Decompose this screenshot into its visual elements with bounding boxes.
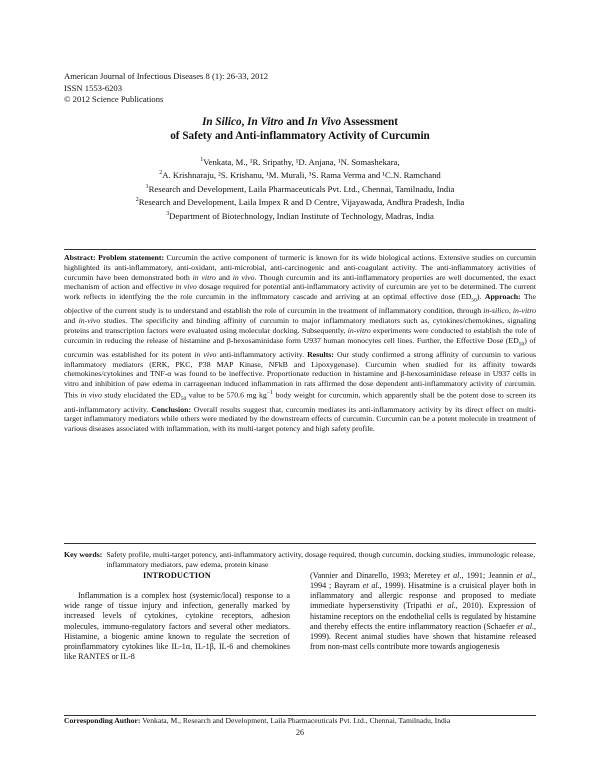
paper-title — [64, 115, 536, 143]
keywords-label: Key words: — [64, 550, 103, 559]
corresponding-author-label: Corresponding Author: — [64, 716, 141, 725]
abstract-bottom-rule — [64, 543, 536, 544]
journal-citation: American Journal of Infectious Diseases 8 (1): 26-33, 2012 — [64, 71, 269, 81]
page-number: 26 — [296, 728, 304, 737]
title-line-1: In Silico, In Vitro and In Vivo Assessment — [202, 116, 398, 128]
abstract-top-rule — [64, 249, 536, 250]
journal-header — [64, 71, 268, 106]
column-right — [310, 571, 536, 652]
results-label: Results: — [307, 349, 334, 359]
author-line-1: $^1$Venkata, M., ¹R. Sripathy, ¹D. Anjana, ¹N. Somashekara, — [200, 156, 400, 167]
author-block — [64, 155, 536, 222]
affiliation-2: $^2$Research and Development, Laila Impex R and D Centre, Vijayawada, Andhra Pradesh, India — [135, 197, 465, 208]
approach-label: Approach: — [484, 292, 521, 301]
journal-issn: ISSN 1553-6203 — [64, 82, 123, 93]
corresponding-author: Corresponding Author: Venkata, M., Research and Development, Laila Pharmaceuticals Pvt. Ltd., Chennai, Tamilnadu, India — [64, 716, 451, 725]
problem-statement-label: Abstract: Problem statement: — [64, 253, 165, 262]
author-line-2: $^2$A. Krishnaraju, ²S. Krishanu, ¹M. Murali, ³S. Rama Verma and ¹C.N. Ramchand — [159, 170, 441, 181]
affiliation-1: $^1$Research and Development, Laila Pharmaceuticals Pvt. Ltd., Chennai, Tamilnadu, India — [145, 183, 455, 194]
conclusion-label: Conclusion: — [151, 404, 192, 414]
introduction-heading: INTRODUCTION — [143, 571, 211, 580]
intro-paragraph-left: Inflammation is a complex host (systemic/local) response to a wide range of tissue injury and infection, generally marked by increased levels of cytokines, cytokine receptors, adhesion molecules, immuno-regulatory factors and several other mediators. Histamine, a biogenic amine known to regulate the secretion of proinflammatory cytokines like IL-1α, IL-1β, IL-6 and chemokines like RANTES or IL-8 — [64, 591, 290, 662]
abstract: Abstract: Problem statement: Curcumin the active component of turmeric is known for its wide biological actions. Extensive studies on curcumin highlighted its anti-inflammatory, anti-oxidant, anti-microbial, anti-carcinogenic and anti-coagulant activity. The anti-inflammatory activities of curcumin have been demonstrated both in vitro and in vivo. Though curcumin and its anti-inflammatory properties are well documented, the exact mechanism of action and effective in vivo dosage required for potential anti-inflammatory activity of curcumin are yet to be determined. The current work reflects in identfying the the role curcumin in the inflmmatory cascade and arriving at an optimal effective dose $(ED_{50})$. Approach: The objective of the current study is to understand and establish the role of curcumin in the treatment of inflammatory condition, through in-silico, in-vitro and in-vivo studies. The specificity and binding affinity of curcumin to major inflammatory mediators such as, cytokines/chemokines, signaling proteins and transcription factors were evaluated using molecular docking. Subsequently, in-vitro experiments were conducted to establish the role of curcumin in reducing the release of histamine and β-hexosaminidase form U937 human monocytes cell lines. Further, the Effective Dose $(ED_{50})$ of curcumin was established for its potent in vivo anti-inflammatory activity. Results: Our study confirmed a strong affinity of curcumin to various inflammatory mediators (ERK, PKC, P38 MAP Kinase, NFkB and Lipoxygenase). Curcumin when studied for its affinity towards chemokines/cytokines and TNF-α was found to be ineffective. Proportionate reduction in histamine and β-hexosaminidase release in U937 cells in vitro and inhibition of paw edema in carrageenan induced inflammation in rats affirmed the dose dependent anti-inflammatory activity of curcumin. This in vivo study elucidated the $ED_{50}$ value to be 570.6 mg $kg^{-1}$ body weight for curcumin, which apparently shall be the potent dose to screen its anti-inflammatory activity. Conclusion: Overall results suggest that, curcumin mediates its anti-inflammatory activity by its direct effect on multi-target inflammatory mediators while others were mediated by the downstream effects of curcumin. Curcumin can be a potent molecule in treatment of various diseases associated with inflammation, with its multi-target potency and high safety profile. — [64, 253, 537, 434]
column-left — [64, 571, 290, 662]
journal-copyright: © 2012 Science Publications — [64, 94, 164, 104]
keywords-text: Safety profile, multi-target potency, anti-inflammatory activity, dosage required, though curcumin, docking studies, immunologic release, inflammatory mediators, paw edema, protein kinase — [106, 550, 536, 569]
keywords — [64, 550, 536, 570]
intro-paragraph-right: (Vannier and Dinarello, 1993; Meretey et al., 1991; Jeannin et al., 1994 ; Bayram et al., 1999). Hisatmine is a cruisical player both in inflammatory and allergic response and proposed to mediate immediate hypersenstivity (Tripathi et al., 2010). Expression of histamine receptors on the endothelial cells is regulated by histamine and thereby effects the entire inflammatory reaction (Schaefer et al., 1999). Recent animal studies have shown that histamine released from non-mast cells contribute more towards angiogenesis — [310, 571, 537, 652]
title-line-2: of Safety and Anti-inflammatory Activity of Curcumin — [170, 130, 430, 142]
affiliation-3: $^3$Department of Biotechnology, Indian Institute of Technology, Madras, India — [166, 210, 434, 221]
